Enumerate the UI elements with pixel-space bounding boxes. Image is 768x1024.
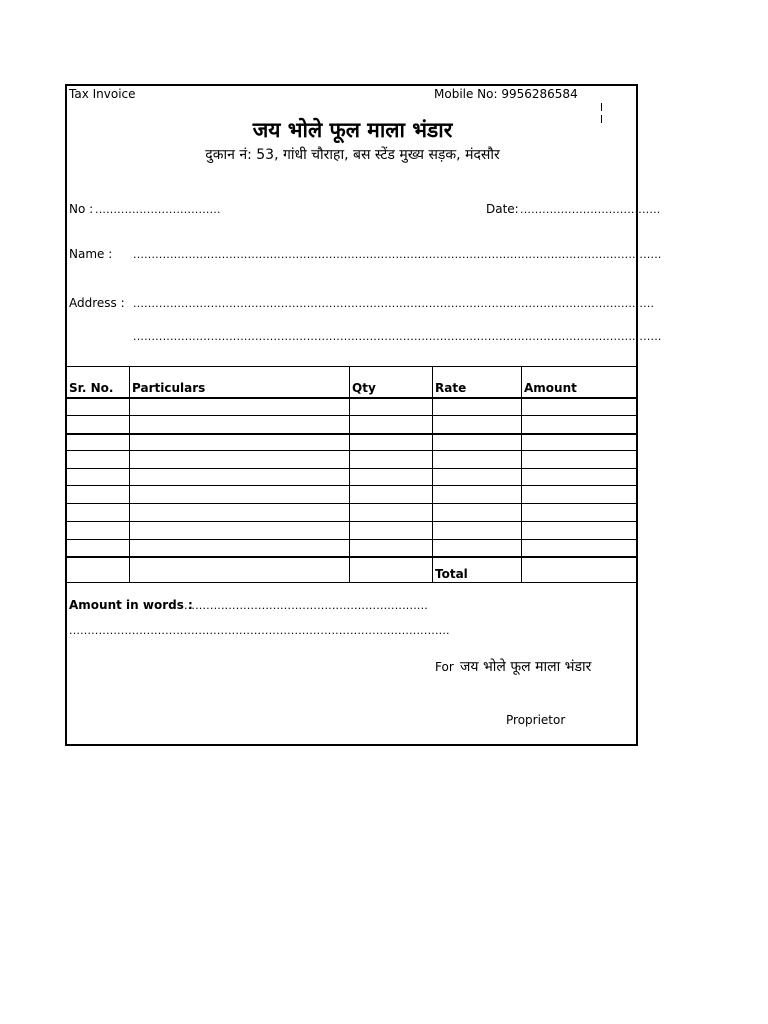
shop-name-title: जय भोले फूल माला भंडार xyxy=(252,118,453,142)
row-divider xyxy=(67,450,638,451)
row-divider xyxy=(67,539,638,540)
address-label: Address : xyxy=(69,296,125,310)
column-divider xyxy=(432,366,433,583)
for-label: For xyxy=(435,660,454,674)
row-divider xyxy=(67,415,638,416)
address-field-line-2[interactable]: ............................................................................................................................................... xyxy=(133,330,662,343)
column-header-qty: Qty xyxy=(352,381,376,395)
shop-address: दुकान नं: 53, गांधी चौराहा, बस स्टेंड मुख्य सड़क, मंदसौर xyxy=(205,147,500,163)
proprietor-label: Proprietor xyxy=(506,713,566,727)
amount-in-words-field[interactable]: .................................................................. xyxy=(184,599,428,612)
amount-in-words-label: Amount in words : xyxy=(69,598,193,612)
row-divider xyxy=(67,485,638,486)
amount-in-words-field-line-2[interactable]: ....................................................................................................... xyxy=(69,624,450,637)
total-label: Total xyxy=(435,567,468,581)
column-header-rate: Rate xyxy=(435,381,467,395)
row-divider xyxy=(67,521,638,522)
date-field[interactable]: ...................................... xyxy=(520,203,661,216)
column-divider xyxy=(349,366,350,583)
for-shop-name: जय भोले फूल माला भंडार xyxy=(460,659,592,675)
row-divider xyxy=(67,468,638,469)
invoice-form xyxy=(65,84,662,746)
address-field-line-1[interactable]: ............................................................................................................................................. xyxy=(133,297,655,310)
column-header-sr-no: Sr. No. xyxy=(69,381,114,395)
row-divider xyxy=(67,433,638,435)
name-label: Name : xyxy=(69,247,113,261)
invoice-no-field[interactable]: .................................. xyxy=(95,203,221,216)
column-header-amount: Amount xyxy=(524,381,577,395)
tick-mark xyxy=(601,103,602,111)
table-top-border xyxy=(67,366,638,367)
column-divider xyxy=(129,366,130,583)
invoice-no-label: No : xyxy=(69,202,94,216)
header-bottom-border xyxy=(67,397,638,399)
date-label: Date: xyxy=(486,202,519,216)
total-top-border xyxy=(67,556,638,558)
column-divider xyxy=(521,366,522,583)
tax-invoice-label: Tax Invoice xyxy=(69,87,136,101)
table-bottom-border xyxy=(67,582,638,583)
row-divider xyxy=(67,503,638,504)
name-field[interactable]: ............................................................................................................................................... xyxy=(133,248,662,261)
items-table xyxy=(67,366,638,583)
mobile-number: Mobile No: 9956286584 xyxy=(434,87,578,101)
column-header-particulars: Particulars xyxy=(132,381,206,395)
